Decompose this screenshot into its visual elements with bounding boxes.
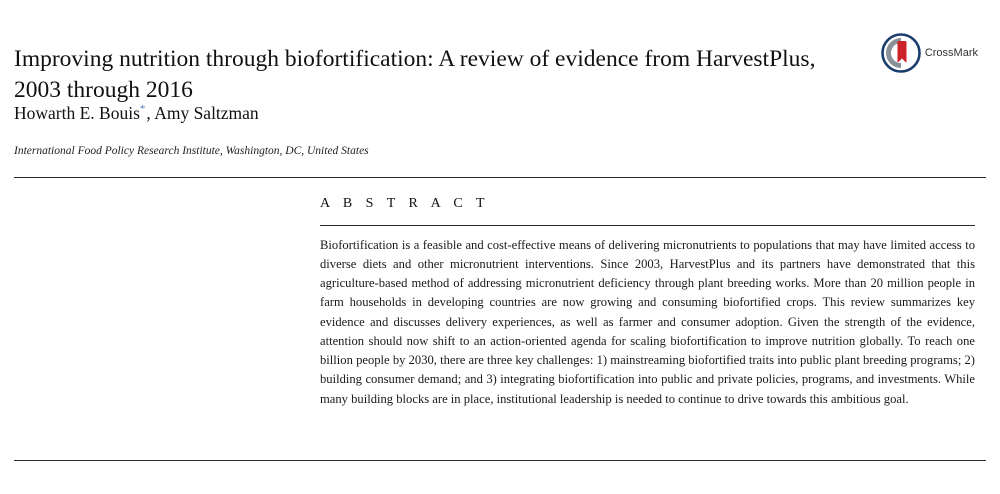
corresponding-author-mark[interactable]: * [139, 103, 146, 116]
author-name: , Amy Saltzman [146, 103, 259, 123]
author-line [14, 103, 259, 124]
crossmark-button[interactable] [881, 33, 978, 73]
crossmark-logo-icon [881, 33, 921, 73]
top-divider [14, 177, 986, 178]
paper-title: Improving nutrition through biofortification: A review of evidence from HarvestPlus, 2003 through 2016 [14, 45, 816, 104]
abstract-section [320, 196, 975, 422]
crossmark-label: CrossMark [924, 47, 978, 59]
affiliation: International Food Policy Research Institute, Washington, DC, United States [14, 145, 369, 157]
abstract-heading: A B S T R A C T [320, 196, 490, 211]
bottom-divider [14, 460, 986, 461]
abstract-text: Biofortification is a feasible and cost-effective means of delivering micronutrients to populations that may have limited access to diverse diets and other micronutrient interventions. Since 2003, HarvestPlus and its partners have demonstrated that this agriculture-based method of addressing micronutrient deficiency through plant breeding works. More than 20 million people in farm households in developing countries are now growing and consuming biofortified crops. This review summarizes key evidence and discusses delivery experiences, as well as farmer and consumer adoption. Given the strength of the evidence, attention should now shift to an action-oriented agenda for scaling biofortification to improve nutrition globally. To reach one billion people by 2030, there are three key challenges: 1) mainstreaming biofortified traits into public plant breeding programs; 2) building consumer demand; and 3) integrating biofortification into public and private policies, programs, and investments. While many building blocks are in place, institutional leadership is needed to continue to drive towards this ambitious goal. [320, 225, 975, 409]
author-name: Howarth E. Bouis [14, 103, 140, 123]
